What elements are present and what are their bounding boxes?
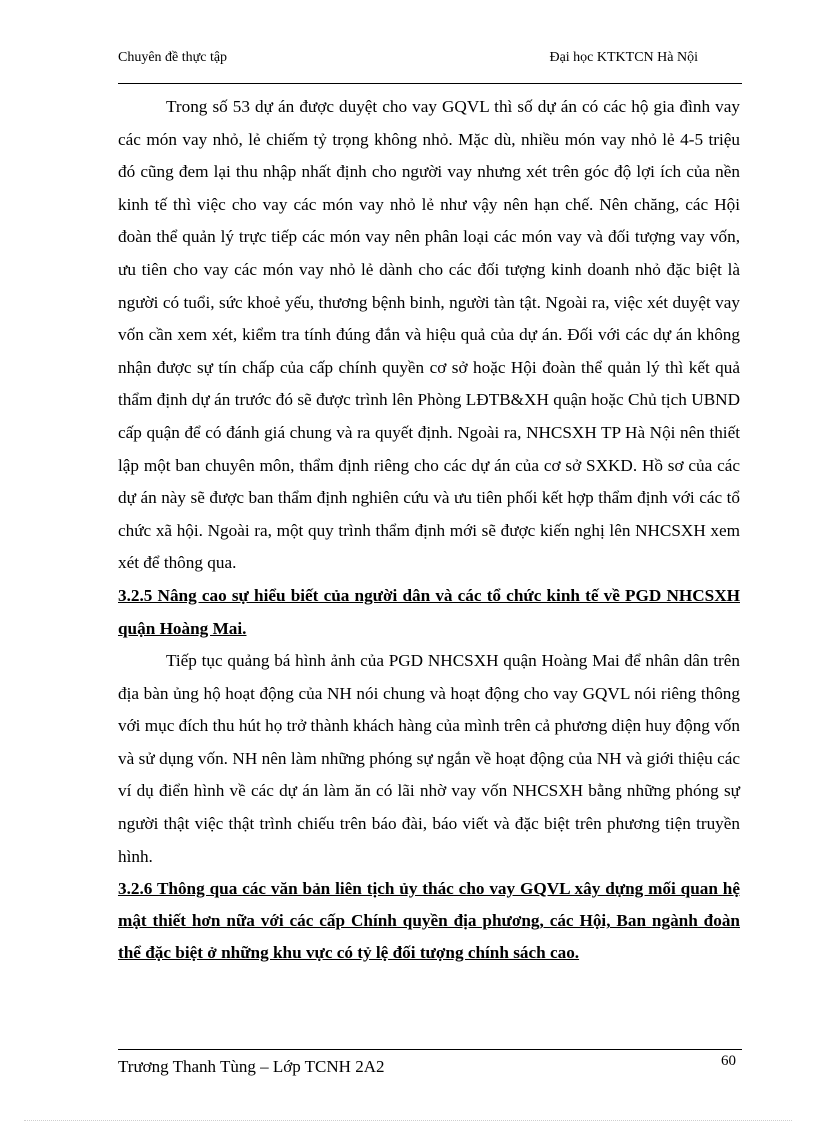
- heading-section-3-2-5: 3.2.5 Nâng cao sự hiểu biết của người dân và các tổ chức kinh tế về PGD NHCSXH quận Hoàng Mai.: [118, 585, 740, 638]
- heading-section-3-2-6: 3.2.6 Thông qua các văn bản liên tịch ủy thác cho vay GQVL xây dựng mối quan hệ mật thiết hơn nữa với các cấp Chính quyền địa phương, các Hội, Ban ngành đoàn thể đặc biệt ở những khu vực có tỷ lệ đối tượng chính sách cao.: [118, 879, 740, 963]
- paragraph-loan-review: Trong số 53 dự án được duyệt cho vay GQVL thì số dự án có các hộ gia đình vay các món vay nhỏ, lẻ chiếm tỷ trọng không nhỏ. Mặc dù, nhiều món vay nhỏ lẻ 4-5 triệu đó cũng đem lại thu nhập nhất định cho người vay nhưng xét trên góc độ lợi ích của nền kinh tế thì việc cho vay các món vay nhỏ lẻ như vậy nên hạn chế. Nên chăng, các Hội đoàn thể quản lý trực tiếp các món vay nên phân loại các món vay và đối tượng vay vốn, ưu tiên cho vay các món vay nhỏ lẻ dành cho các đối tượng kinh doanh nhỏ đặc biệt là người có tuổi, sức khoẻ yếu, thương bệnh binh, người tàn tật. Ngoài ra, việc xét duyệt vay vốn cần xem xét, kiểm tra tính đúng đắn và hiệu quả của dự án. Đối với các dự án không nhận được sự tín chấp của cấp chính quyền cơ sở hoặc Hội đoàn thể quản lý thì kết quả thẩm định dự án trước đó sẽ được trình lên Phòng LĐTB&XH quận hoặc Chủ tịch UBND cấp quận để có đánh giá chung và ra quyết định. Ngoài ra, NHCSXH TP Hà Nội nên thiết lập một ban chuyên môn, thẩm định riêng cho các dự án của cơ sở SXKD. Hồ sơ của các dự án này sẽ được ban thẩm định nghiên cứu và ưu tiên phối kết hợp thẩm định với các tổ chức xã hội. Ngoài ra, một quy trình thẩm định mới sẽ được kiến nghị lên NHCSXH xem xét để thông qua.: [118, 97, 740, 573]
- header-report-title: Chuyên đề thực tập: [118, 50, 228, 65]
- header-divider: [118, 83, 742, 84]
- page-body: [118, 91, 740, 969]
- page-header: [118, 50, 742, 70]
- header-university: Đại học KTKTCN Hà Nội: [549, 50, 698, 65]
- page-footer: [118, 1053, 742, 1077]
- footer-author: Trương Thanh Tùng – Lớp TCNH 2A2: [118, 1057, 385, 1076]
- page-bottom-border: [24, 1120, 792, 1121]
- page-number: 60: [721, 1053, 736, 1069]
- paragraph-promotion: Tiếp tục quảng bá hình ảnh của PGD NHCSXH quận Hoàng Mai để nhân dân trên địa bàn ủng hộ hoạt động của NH nói chung và hoạt động cho vay GQVL nói riêng thông với mục đích thu hút họ trở thành khách hàng của mình trên cả phương diện huy động vốn và sử dụng vốn. NH nên làm những phóng sự ngắn về hoạt động của NH và giới thiệu các ví dụ điển hình về các dự án làm ăn có lãi nhờ vay vốn NHCSXH bằng những phóng sự người thật việc thật trình chiếu trên báo đài, báo viết và đặc biệt trên phương tiện truyền hình.: [118, 651, 740, 866]
- footer-divider: [118, 1049, 742, 1050]
